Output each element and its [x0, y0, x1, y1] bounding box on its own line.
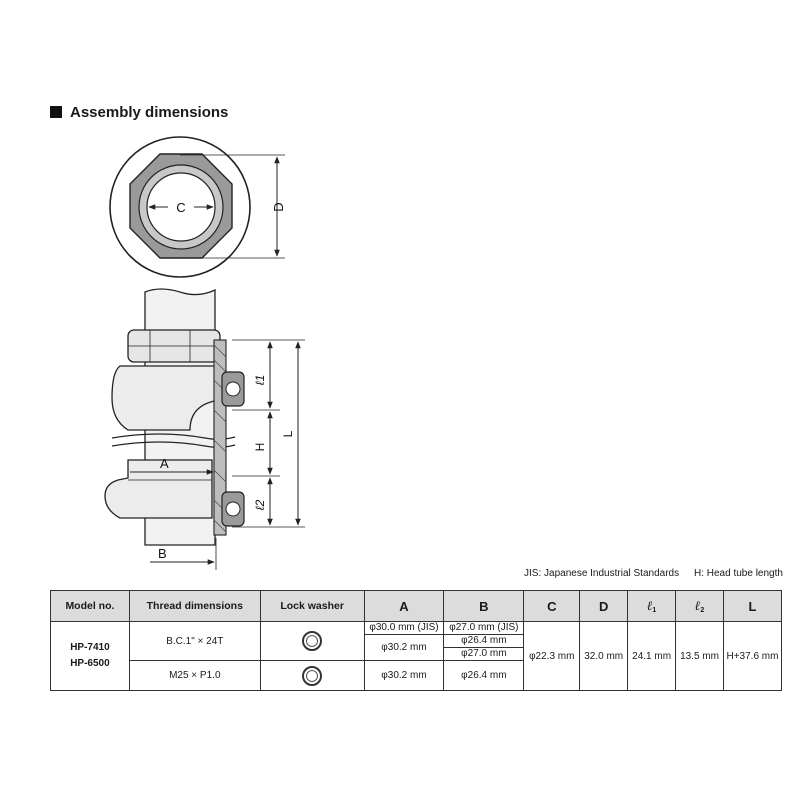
thread-row1: B.C.1" × 24T: [129, 622, 260, 661]
lock-washer-icon: [302, 631, 322, 651]
l1-value: 24.1 mm: [628, 622, 676, 691]
label-l: L: [281, 430, 295, 438]
table-row: [51, 622, 782, 661]
crown-race: [105, 460, 212, 518]
notes-line: [0, 568, 800, 584]
a-row1-other: φ30.2 mm: [381, 642, 427, 653]
label-h: H: [253, 442, 267, 452]
label-l2: ℓ2: [253, 499, 267, 511]
a-row2: φ30.2 mm: [364, 661, 444, 691]
b-row1-2: φ27.0 mm: [461, 648, 507, 659]
l2-value: 13.5 mm: [676, 622, 724, 691]
lock-washer-icon: [302, 666, 322, 686]
header-d: D: [580, 591, 628, 622]
model-hp7410: HP-7410: [70, 642, 110, 653]
header-c: C: [524, 591, 580, 622]
thread-row2: M25 × P1.0: [129, 661, 260, 691]
note-jis: JIS: Japanese Industrial Standards: [524, 568, 680, 579]
a-row1: [364, 622, 444, 661]
header-thread: Thread dimensions: [129, 591, 260, 622]
l-value: H+37.6 mm: [723, 622, 781, 691]
table-header-row: [51, 591, 782, 622]
note-head-tube: H: Head tube length: [694, 568, 783, 579]
header-l1: ℓ$_1$: [628, 591, 676, 622]
model-cell: [51, 622, 130, 691]
header-l2: ℓ$_2$: [676, 591, 724, 622]
b-row1-1: φ26.4 mm: [444, 635, 523, 648]
b-row2: φ26.4 mm: [444, 661, 524, 691]
header-model: Model no.: [51, 591, 130, 622]
d-value: 32.0 mm: [580, 622, 628, 691]
header-washer: Lock washer: [260, 591, 364, 622]
a-row1-jis: φ30.0 mm (JIS): [365, 622, 444, 635]
b-row1-jis: φ27.0 mm (JIS): [444, 622, 523, 635]
header-b: B: [444, 591, 524, 622]
washer-row2: [260, 661, 364, 691]
label-b: B: [158, 546, 167, 561]
label-c: C: [176, 200, 186, 215]
model-hp6500: HP-6500: [70, 658, 110, 669]
side-view-assembly: [105, 289, 305, 570]
label-a: A: [160, 456, 169, 471]
header-a: A: [364, 591, 444, 622]
c-value: φ22.3 mm: [524, 622, 580, 691]
header-l: L: [723, 591, 781, 622]
label-l1: ℓ1: [253, 374, 267, 386]
title-text: Assembly dimensions: [70, 103, 229, 121]
b-row1: [444, 622, 524, 661]
washer-row1: [260, 622, 364, 661]
spec-table: [50, 590, 782, 691]
label-d: D: [271, 202, 286, 212]
top-view-nut: [110, 137, 286, 277]
